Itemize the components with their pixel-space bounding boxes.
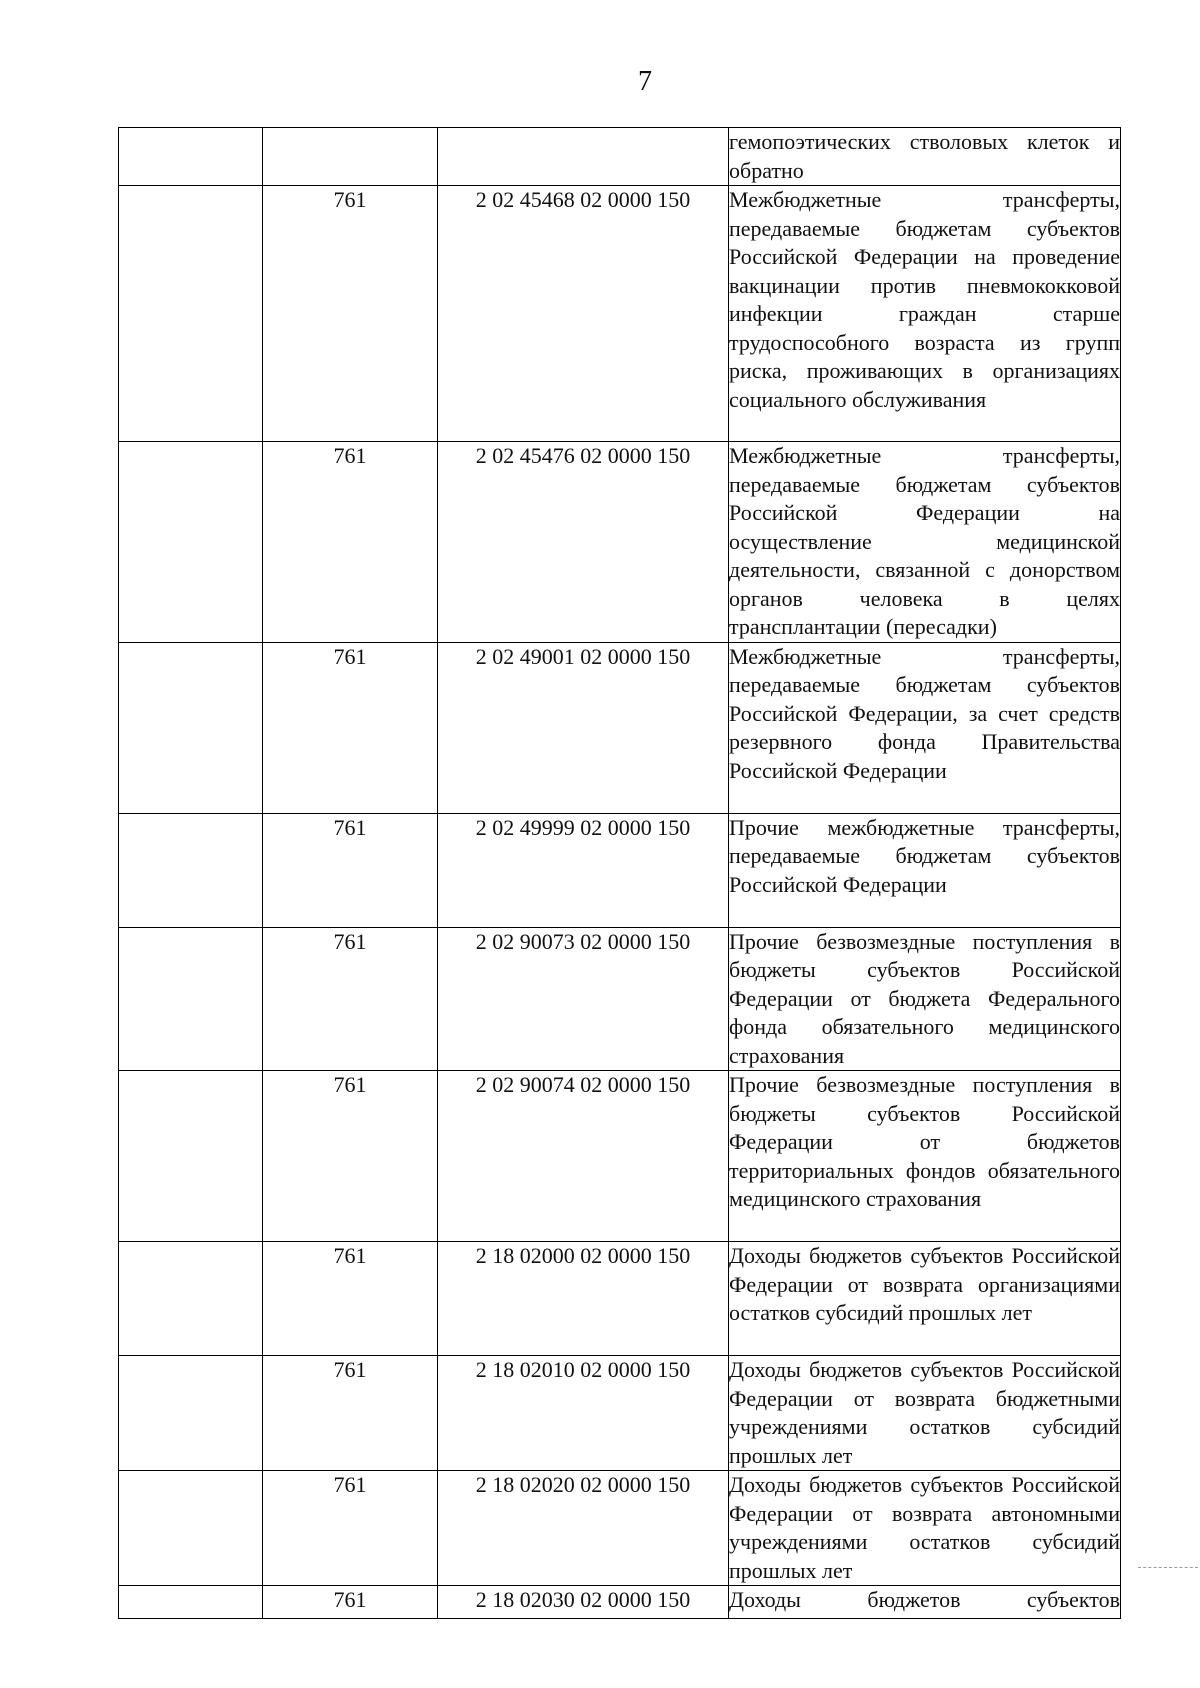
admin-code: 761 xyxy=(263,442,438,643)
admin-code: 761 xyxy=(263,813,438,927)
admin-code: 761 xyxy=(263,1586,438,1619)
income-code xyxy=(438,128,729,186)
income-description: Межбюджетные трансферты, передаваемые бюджетам субъектов Российской Федерации на осуществление медицинской деятельности, связанной с донорством органов человека в целях трансплантации (пересадки) xyxy=(729,442,1121,643)
admin-code xyxy=(263,128,438,186)
income-code: 2 02 45468 02 0000 150 xyxy=(438,186,729,442)
admin-code: 761 xyxy=(263,927,438,1071)
table-row xyxy=(119,1586,1121,1619)
income-code: 2 02 49999 02 0000 150 xyxy=(438,813,729,927)
blank-cell xyxy=(119,128,263,186)
income-description: гемопоэтических стволовых клеток и обратно xyxy=(729,128,1121,186)
income-code: 2 18 02010 02 0000 150 xyxy=(438,1356,729,1471)
blank-cell xyxy=(119,642,263,813)
blank-cell xyxy=(119,186,263,442)
table-row xyxy=(119,186,1121,442)
admin-code: 761 xyxy=(263,1356,438,1471)
admin-code: 761 xyxy=(263,1471,438,1586)
income-description: Доходы бюджетов субъектов Российской Федерации от возврата автономными учреждениями остатков субсидий прошлых лет xyxy=(729,1471,1121,1586)
income-description: Доходы бюджетов субъектов xyxy=(729,1586,1121,1619)
page-number: 7 xyxy=(638,66,652,97)
income-code: 2 02 90074 02 0000 150 xyxy=(438,1071,729,1242)
admin-code: 761 xyxy=(263,186,438,442)
admin-code: 761 xyxy=(263,1242,438,1356)
income-code: 2 18 02030 02 0000 150 xyxy=(438,1586,729,1619)
table-row xyxy=(119,1356,1121,1471)
income-description: Межбюджетные трансферты, передаваемые бюджетам субъектов Российской Федерации, за счет средств резервного фонда Правительства Российской Федерации xyxy=(729,642,1121,813)
income-code: 2 18 02000 02 0000 150 xyxy=(438,1242,729,1356)
income-code: 2 02 90073 02 0000 150 xyxy=(438,927,729,1071)
table-row xyxy=(119,642,1121,813)
scan-margin-mark xyxy=(1138,1567,1198,1568)
table-row xyxy=(119,128,1121,186)
admin-code: 761 xyxy=(263,1071,438,1242)
blank-cell xyxy=(119,1242,263,1356)
admin-code: 761 xyxy=(263,642,438,813)
income-description: Межбюджетные трансферты, передаваемые бюджетам субъектов Российской Федерации на проведение вакцинации против пневмококковой инфекции граждан старше трудоспособного возраста из групп риска, проживающих в организациях социального обслуживания xyxy=(729,186,1121,442)
budget-codes-table xyxy=(118,127,1121,1619)
blank-cell xyxy=(119,1586,263,1619)
income-description: Доходы бюджетов субъектов Российской Федерации от возврата организациями остатков субсидий прошлых лет xyxy=(729,1242,1121,1356)
table-row xyxy=(119,442,1121,643)
income-code: 2 18 02020 02 0000 150 xyxy=(438,1471,729,1586)
blank-cell xyxy=(119,442,263,643)
income-code: 2 02 49001 02 0000 150 xyxy=(438,642,729,813)
income-code: 2 02 45476 02 0000 150 xyxy=(438,442,729,643)
income-description: Доходы бюджетов субъектов Российской Федерации от возврата бюджетными учреждениями остатков субсидий прошлых лет xyxy=(729,1356,1121,1471)
income-description: Прочие межбюджетные трансферты, передаваемые бюджетам субъектов Российской Федерации xyxy=(729,813,1121,927)
table-row xyxy=(119,1242,1121,1356)
table-row xyxy=(119,813,1121,927)
table-row xyxy=(119,1471,1121,1586)
blank-cell xyxy=(119,1071,263,1242)
blank-cell xyxy=(119,1471,263,1586)
table-row xyxy=(119,1071,1121,1242)
blank-cell xyxy=(119,1356,263,1471)
blank-cell xyxy=(119,813,263,927)
income-description: Прочие безвозмездные поступления в бюджеты субъектов Российской Федерации от бюджетов территориальных фондов обязательного медицинского страхования xyxy=(729,1071,1121,1242)
table-row xyxy=(119,927,1121,1071)
income-description: Прочие безвозмездные поступления в бюджеты субъектов Российской Федерации от бюджета Федерального фонда обязательного медицинского страхования xyxy=(729,927,1121,1071)
blank-cell xyxy=(119,927,263,1071)
